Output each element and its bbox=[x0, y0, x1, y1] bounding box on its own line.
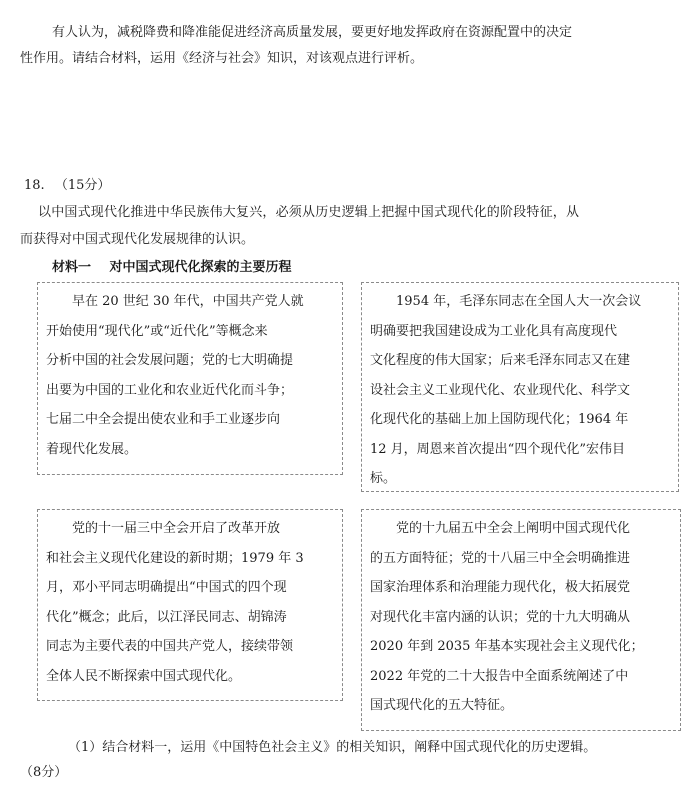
box-line: 对现代化丰富内涵的认识；党的十九大明确从 bbox=[370, 609, 631, 625]
question-score: （15分） bbox=[54, 178, 111, 193]
question-18-header bbox=[24, 173, 110, 199]
box-line: 明确要把我国建设成为工业化具有高度现代 bbox=[370, 323, 618, 339]
box-line: 文化程度的伟大国家；后来毛泽东同志又在建 bbox=[370, 353, 631, 368]
q17-text-line-1: 有人认为，减税降费和降准能促进经济高质量发展，要更好地发挥政府在资源配置中的决定 bbox=[52, 25, 573, 40]
sub-question-1-line-2: （8分） bbox=[20, 765, 68, 780]
box-line: 月，邓小平同志明确提出“中国式的四个现 bbox=[46, 580, 287, 595]
material-heading bbox=[52, 256, 292, 275]
q18-intro-line-1: 以中国式现代化推进中华民族伟大复兴，必须从历史逻辑上把握中国式现代化的阶段特征，从 bbox=[38, 205, 580, 220]
q18-intro-line-2: 而获得对中国式现代化发展规律的认识。 bbox=[20, 232, 255, 247]
box-line: 党的十九届五中全会上阐明中国式现代化 bbox=[396, 521, 631, 536]
box-line: 和社会主义现代化建设的新时期；1979 年 3 bbox=[46, 550, 304, 566]
material-title: 对中国式现代化探索的主要历程 bbox=[109, 260, 292, 275]
sub-question-1-line-1: （1）结合材料一，运用《中国特色社会主义》的相关知识，阐释中国式现代化的历史逻辑。 bbox=[68, 740, 597, 755]
material-box-top-left bbox=[37, 282, 343, 475]
q17-text-line-2: 性作用。请结合材料，运用《经济与社会》知识，对该观点进行评析。 bbox=[20, 51, 424, 66]
material-box-bottom-right bbox=[361, 509, 681, 731]
box-line: 全体人民不断探索中国式现代化。 bbox=[46, 668, 242, 684]
box-line: 1954 年，毛泽东同志在全国人大一次会议 bbox=[396, 294, 642, 309]
box-line: 设社会主义工业现代化、农业现代化、科学文 bbox=[370, 382, 631, 398]
box-line: 出要为中国的工业化和农业近代化而斗争； bbox=[46, 382, 294, 398]
box-line: 代化”概念；此后，以江泽民同志、胡锦涛 bbox=[46, 609, 287, 625]
question-number: 18. bbox=[24, 178, 45, 193]
box-line: 化现代化的基础上加上国防现代化；1964 年 bbox=[370, 412, 629, 427]
box-line: 早在 20 世纪 30 年代，中国共产党人就 bbox=[72, 294, 304, 309]
box-line: 的五方面特征；党的十八届三中全会明确推进 bbox=[370, 550, 631, 566]
box-line: 标。 bbox=[370, 471, 397, 486]
box-line: 同志为主要代表的中国共产党人，接续带领 bbox=[46, 639, 294, 654]
box-line: 分析中国的社会发展问题；党的七大明确提 bbox=[46, 353, 294, 368]
box-line: 2022 年党的二十大报告中全面系统阐述了中 bbox=[370, 668, 629, 684]
material-box-top-right bbox=[361, 282, 679, 492]
material-label: 材料一 bbox=[52, 260, 92, 275]
box-line: 国式现代化的五大特征。 bbox=[370, 698, 514, 713]
box-line: 2020 年到 2035 年基本实现社会主义现代化； bbox=[370, 639, 644, 654]
material-box-bottom-left bbox=[37, 509, 343, 701]
box-line: 12 月，周恩来首次提出“四个现代化”宏伟目 bbox=[370, 441, 625, 457]
box-line: 七届二中全会提出使农业和手工业逐步向 bbox=[46, 412, 281, 427]
box-line: 国家治理体系和治理能力现代化，极大拓展党 bbox=[370, 580, 631, 595]
box-line: 着现代化发展。 bbox=[46, 441, 138, 457]
box-line: 党的十一届三中全会开启了改革开放 bbox=[72, 521, 281, 536]
box-line: 开始使用“现代化”或“近代化”等概念来 bbox=[46, 323, 268, 339]
